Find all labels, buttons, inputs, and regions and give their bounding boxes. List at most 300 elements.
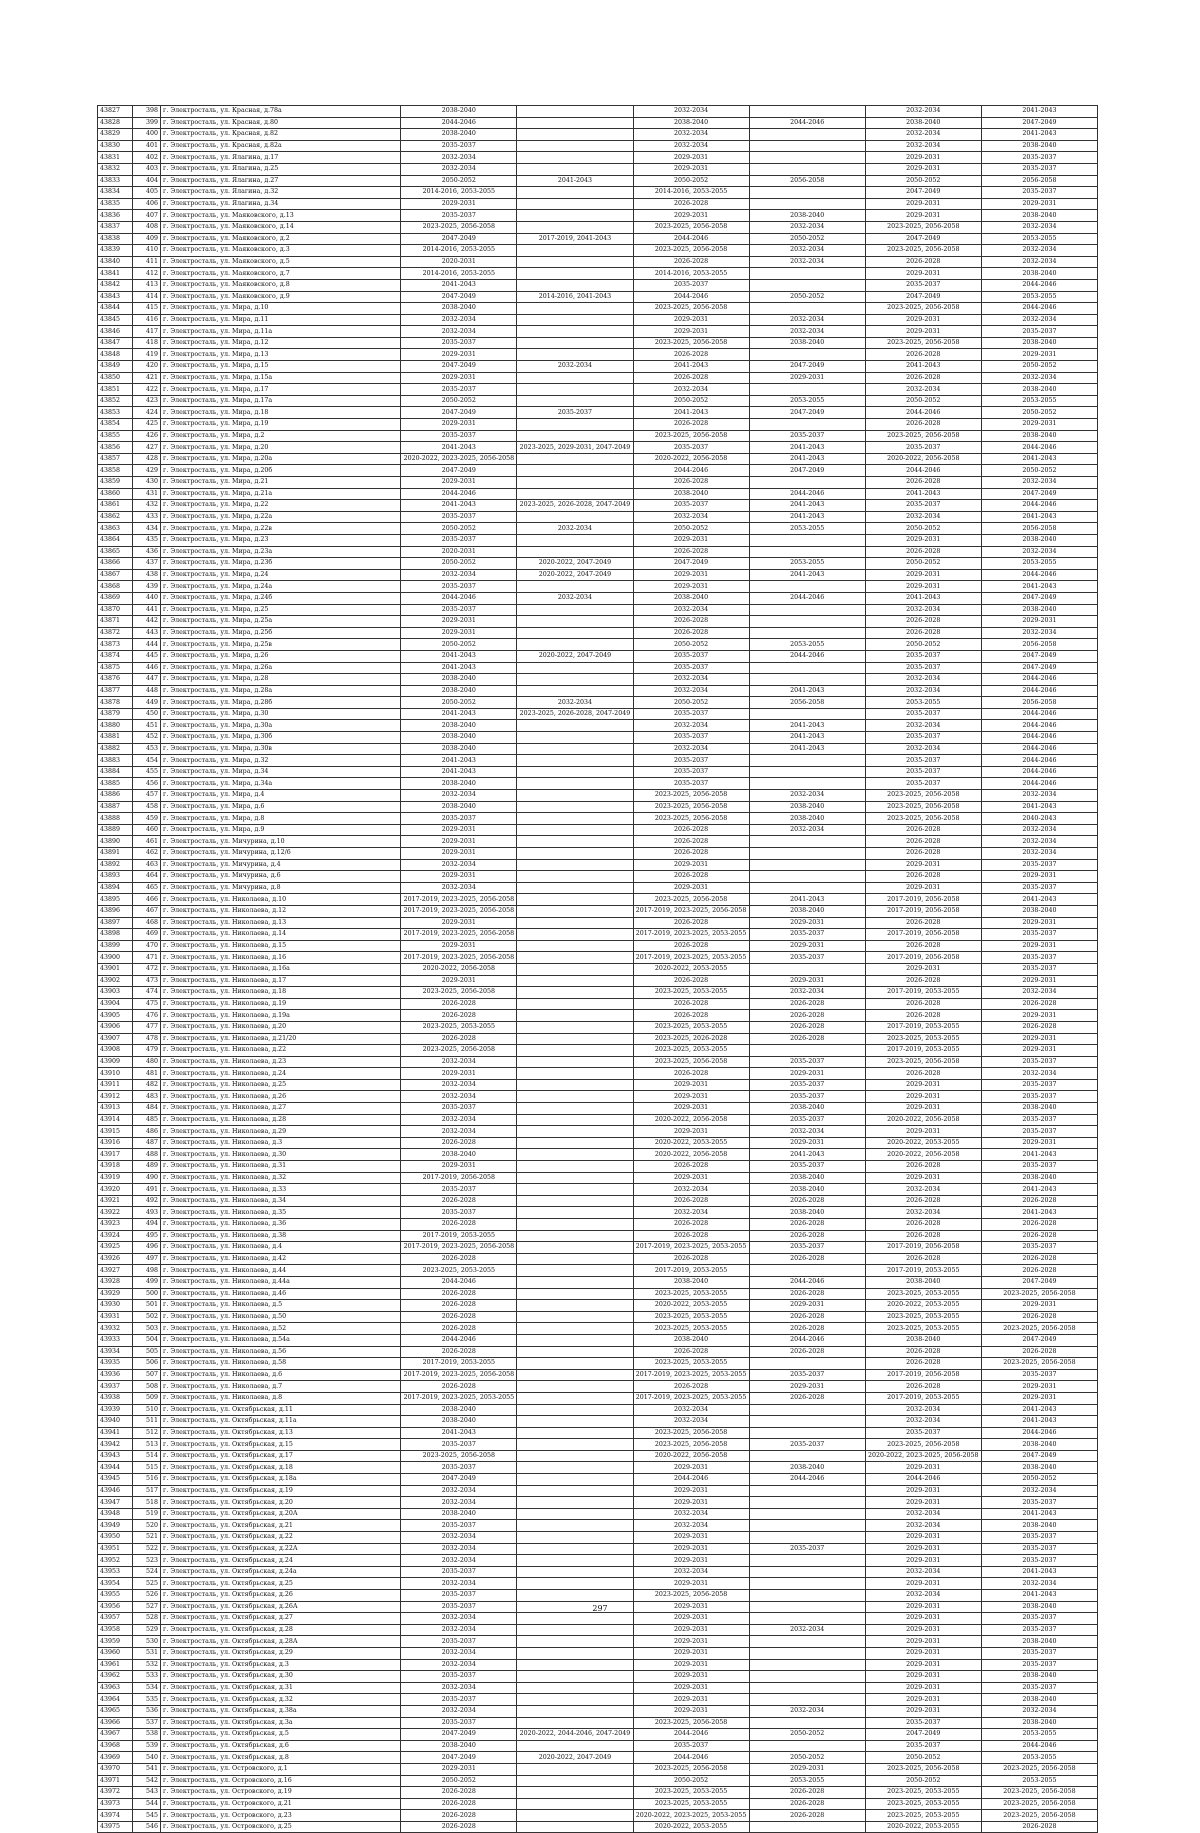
address-cell: г. Электросталь, ул. Маяковского, д.3 [161, 245, 401, 257]
row-id-cell: 43840 [98, 256, 133, 268]
term-4-cell: 2035-2037 [749, 929, 865, 941]
term-5-cell: 2026-2028 [865, 1219, 981, 1231]
term-5-cell: 2026-2028 [865, 1346, 981, 1358]
term-4-cell: 2041-2043 [749, 743, 865, 755]
term-6-cell: 2026-2028 [981, 1219, 1097, 1231]
row-number-cell: 467 [133, 905, 161, 917]
row-number-cell: 432 [133, 500, 161, 512]
address-cell: г. Электросталь, ул. Октябрьская, д.28 [161, 1624, 401, 1636]
row-id-cell: 43879 [98, 708, 133, 720]
address-cell: г. Электросталь, ул. Николаева, д.34 [161, 1195, 401, 1207]
term-2-cell [517, 1717, 633, 1729]
table-row [98, 1334, 1098, 1346]
term-5-cell: 2017-2019, 2053-2055 [865, 1392, 981, 1404]
table-row [98, 1126, 1098, 1138]
term-4-cell: 2032-2034 [749, 790, 865, 802]
term-1-cell: 2041-2043 [401, 1427, 517, 1439]
address-cell: г. Электросталь, ул. Мира, д.30в [161, 743, 401, 755]
term-6-cell: 2044-2046 [981, 1740, 1097, 1752]
row-number-cell: 545 [133, 1810, 161, 1822]
term-2-cell [517, 477, 633, 489]
address-cell: г. Электросталь, ул. Мичурина, д.8 [161, 882, 401, 894]
row-id-cell: 43885 [98, 778, 133, 790]
term-6-cell: 2041-2043 [981, 1566, 1097, 1578]
term-2-cell [517, 662, 633, 674]
term-5-cell: 2026-2028 [865, 998, 981, 1010]
term-5-cell: 2023-2025, 2056-2058 [865, 221, 981, 233]
term-4-cell [749, 163, 865, 175]
term-1-cell: 2032-2034 [401, 569, 517, 581]
address-cell: г. Электросталь, ул. Октябрьская, д.22 [161, 1532, 401, 1544]
term-2-cell [517, 720, 633, 732]
row-id-cell: 43933 [98, 1334, 133, 1346]
term-1-cell: 2029-2031 [401, 975, 517, 987]
term-2-cell [517, 1427, 633, 1439]
term-1-cell: 2035-2037 [401, 534, 517, 546]
table-row [98, 163, 1098, 175]
term-4-cell [749, 140, 865, 152]
row-number-cell: 485 [133, 1114, 161, 1126]
term-1-cell: 2026-2028 [401, 1137, 517, 1149]
table-row [98, 1079, 1098, 1091]
term-5-cell: 2023-2025, 2053-2055 [865, 1033, 981, 1045]
term-2-cell [517, 1404, 633, 1416]
term-6-cell: 2026-2028 [981, 1346, 1097, 1358]
term-2-cell [517, 1474, 633, 1486]
term-1-cell: 2032-2034 [401, 1613, 517, 1625]
term-5-cell: 2044-2046 [865, 465, 981, 477]
term-4-cell [749, 384, 865, 396]
term-2-cell [517, 546, 633, 558]
row-id-cell: 43917 [98, 1149, 133, 1161]
term-3-cell: 2032-2034 [633, 384, 749, 396]
address-cell: г. Электросталь, ул. Николаева, д.14 [161, 929, 401, 941]
term-2-cell [517, 766, 633, 778]
term-1-cell: 2026-2028 [401, 1010, 517, 1022]
table-row [98, 1682, 1098, 1694]
term-2-cell [517, 1439, 633, 1451]
term-2-cell [517, 1288, 633, 1300]
term-1-cell: 2035-2037 [401, 511, 517, 523]
term-2-cell [517, 894, 633, 906]
row-number-cell: 506 [133, 1358, 161, 1370]
term-2-cell: 2035-2037 [517, 407, 633, 419]
term-2-cell [517, 534, 633, 546]
term-3-cell: 2023-2025, 2026-2028 [633, 1033, 749, 1045]
term-4-cell: 2041-2043 [749, 1149, 865, 1161]
term-2-cell [517, 639, 633, 651]
address-cell: г. Электросталь, ул. Николаева, д.38 [161, 1230, 401, 1242]
term-3-cell: 2032-2034 [633, 140, 749, 152]
term-5-cell: 2035-2037 [865, 500, 981, 512]
term-5-cell: 2029-2031 [865, 1103, 981, 1115]
row-id-cell: 43960 [98, 1647, 133, 1659]
term-3-cell: 2023-2025, 2056-2058 [633, 337, 749, 349]
term-2-cell [517, 1485, 633, 1497]
term-6-cell: 2053-2055 [981, 395, 1097, 407]
term-4-cell: 2038-2040 [749, 1207, 865, 1219]
row-id-cell: 43851 [98, 384, 133, 396]
term-3-cell: 2035-2037 [633, 732, 749, 744]
term-2-cell [517, 256, 633, 268]
row-id-cell: 43965 [98, 1705, 133, 1717]
term-5-cell: 2029-2031 [865, 963, 981, 975]
row-number-cell: 546 [133, 1821, 161, 1833]
address-cell: г. Электросталь, ул. Мира, д.34а [161, 778, 401, 790]
term-5-cell: 2032-2034 [865, 1520, 981, 1532]
address-cell: г. Электросталь, ул. Ялагина, д.27 [161, 175, 401, 187]
address-cell: г. Электросталь, ул. Мира, д.20б [161, 465, 401, 477]
row-number-cell: 411 [133, 256, 161, 268]
term-2-cell [517, 1416, 633, 1428]
term-3-cell: 2023-2025, 2053-2055 [633, 1358, 749, 1370]
row-number-cell: 417 [133, 326, 161, 338]
address-cell: г. Электросталь, ул. Мира, д.17а [161, 395, 401, 407]
term-6-cell: 2038-2040 [981, 210, 1097, 222]
term-4-cell [749, 766, 865, 778]
term-5-cell: 2029-2031 [865, 534, 981, 546]
row-number-cell: 451 [133, 720, 161, 732]
term-4-cell [749, 882, 865, 894]
row-id-cell: 43828 [98, 117, 133, 129]
term-2-cell [517, 1334, 633, 1346]
term-1-cell: 2032-2034 [401, 1091, 517, 1103]
row-number-cell: 427 [133, 442, 161, 454]
address-cell: г. Электросталь, ул. Октябрьская, д.19 [161, 1485, 401, 1497]
term-3-cell: 2023-2025, 2053-2055 [633, 1311, 749, 1323]
row-id-cell: 43919 [98, 1172, 133, 1184]
term-3-cell: 2032-2034 [633, 1184, 749, 1196]
table-row [98, 848, 1098, 860]
term-3-cell: 2014-2016, 2053-2055 [633, 187, 749, 199]
term-5-cell: 2032-2034 [865, 1590, 981, 1602]
row-number-cell: 481 [133, 1068, 161, 1080]
term-6-cell: 2053-2055 [981, 558, 1097, 570]
table-row [98, 905, 1098, 917]
row-number-cell: 400 [133, 129, 161, 141]
term-6-cell: 2032-2034 [981, 1705, 1097, 1717]
row-number-cell: 442 [133, 616, 161, 628]
term-1-cell: 2029-2031 [401, 349, 517, 361]
term-4-cell: 2041-2043 [749, 500, 865, 512]
term-6-cell: 2032-2034 [981, 245, 1097, 257]
term-1-cell: 2017-2019, 2053-2055 [401, 1230, 517, 1242]
term-2-cell [517, 337, 633, 349]
term-2-cell [517, 117, 633, 129]
row-id-cell: 43943 [98, 1450, 133, 1462]
row-id-cell: 43929 [98, 1288, 133, 1300]
term-5-cell: 2026-2028 [865, 975, 981, 987]
term-4-cell: 2026-2028 [749, 1021, 865, 1033]
term-3-cell: 2044-2046 [633, 291, 749, 303]
table-row [98, 662, 1098, 674]
row-number-cell: 429 [133, 465, 161, 477]
address-cell: г. Электросталь, ул. Мира, д.20 [161, 442, 401, 454]
row-number-cell: 512 [133, 1427, 161, 1439]
row-id-cell: 43946 [98, 1485, 133, 1497]
row-number-cell: 508 [133, 1381, 161, 1393]
term-3-cell: 2023-2025, 2056-2058 [633, 894, 749, 906]
term-5-cell: 2032-2034 [865, 511, 981, 523]
address-cell: г. Электросталь, ул. Мира, д.22а [161, 511, 401, 523]
term-6-cell: 2032-2034 [981, 627, 1097, 639]
term-3-cell: 2026-2028 [633, 1068, 749, 1080]
row-number-cell: 509 [133, 1392, 161, 1404]
term-4-cell [749, 1671, 865, 1683]
term-4-cell [749, 1682, 865, 1694]
row-id-cell: 43874 [98, 650, 133, 662]
address-cell: г. Электросталь, ул. Николаева, д.52 [161, 1323, 401, 1335]
term-4-cell: 2026-2028 [749, 1323, 865, 1335]
row-number-cell: 501 [133, 1300, 161, 1312]
address-cell: г. Электросталь, ул. Октябрьская, д.20А [161, 1508, 401, 1520]
table-row [98, 1578, 1098, 1590]
term-4-cell: 2038-2040 [749, 1184, 865, 1196]
term-3-cell: 2029-2031 [633, 1682, 749, 1694]
row-id-cell: 43962 [98, 1671, 133, 1683]
term-1-cell: 2044-2046 [401, 1276, 517, 1288]
term-6-cell: 2044-2046 [981, 569, 1097, 581]
term-4-cell [749, 1821, 865, 1833]
term-4-cell: 2026-2028 [749, 1288, 865, 1300]
term-2-cell [517, 1068, 633, 1080]
term-2-cell [517, 1137, 633, 1149]
term-2-cell [517, 1149, 633, 1161]
table-row [98, 187, 1098, 199]
term-4-cell: 2053-2055 [749, 639, 865, 651]
term-4-cell [749, 1578, 865, 1590]
table-row [98, 140, 1098, 152]
term-6-cell: 2032-2034 [981, 256, 1097, 268]
row-id-cell: 43857 [98, 453, 133, 465]
term-1-cell: 2026-2028 [401, 1323, 517, 1335]
term-1-cell: 2038-2040 [401, 1740, 517, 1752]
term-1-cell: 2047-2049 [401, 1729, 517, 1741]
row-id-cell: 43880 [98, 720, 133, 732]
term-5-cell: 2050-2052 [865, 1752, 981, 1764]
term-2-cell [517, 1647, 633, 1659]
row-id-cell: 43854 [98, 419, 133, 431]
term-6-cell: 2050-2052 [981, 407, 1097, 419]
table-row [98, 1172, 1098, 1184]
term-6-cell: 2032-2034 [981, 1068, 1097, 1080]
term-4-cell [749, 546, 865, 558]
table-row [98, 1474, 1098, 1486]
row-id-cell: 43954 [98, 1578, 133, 1590]
table-row [98, 419, 1098, 431]
term-1-cell: 2014-2016, 2053-2055 [401, 245, 517, 257]
row-id-cell: 43930 [98, 1300, 133, 1312]
term-3-cell: 2023-2025, 2056-2058 [633, 303, 749, 315]
term-6-cell: 2026-2028 [981, 1230, 1097, 1242]
table-row [98, 221, 1098, 233]
term-3-cell: 2026-2028 [633, 1381, 749, 1393]
term-6-cell: 2035-2037 [981, 1624, 1097, 1636]
term-6-cell: 2038-2040 [981, 1601, 1097, 1613]
table-row [98, 1242, 1098, 1254]
term-2-cell [517, 1381, 633, 1393]
term-6-cell: 2035-2037 [981, 1056, 1097, 1068]
term-1-cell: 2035-2037 [401, 384, 517, 396]
table-row [98, 1311, 1098, 1323]
row-number-cell: 431 [133, 488, 161, 500]
term-1-cell: 2038-2040 [401, 685, 517, 697]
term-2-cell [517, 987, 633, 999]
term-1-cell: 2035-2037 [401, 1590, 517, 1602]
table-row [98, 372, 1098, 384]
term-4-cell [749, 198, 865, 210]
term-5-cell: 2026-2028 [865, 372, 981, 384]
address-cell: г. Электросталь, ул. Николаева, д.30 [161, 1149, 401, 1161]
term-6-cell: 2050-2052 [981, 465, 1097, 477]
term-6-cell: 2047-2049 [981, 650, 1097, 662]
row-id-cell: 43914 [98, 1114, 133, 1126]
term-6-cell: 2032-2034 [981, 836, 1097, 848]
term-3-cell: 2032-2034 [633, 685, 749, 697]
term-2-cell: 2032-2034 [517, 523, 633, 535]
term-4-cell: 2056-2058 [749, 175, 865, 187]
address-cell: г. Электросталь, ул. Мира, д.22 [161, 500, 401, 512]
term-1-cell: 2032-2034 [401, 1497, 517, 1509]
term-2-cell [517, 1682, 633, 1694]
term-5-cell: 2035-2037 [865, 732, 981, 744]
term-6-cell: 2044-2046 [981, 778, 1097, 790]
term-4-cell [749, 1427, 865, 1439]
term-5-cell: 2026-2028 [865, 477, 981, 489]
term-1-cell: 2047-2049 [401, 361, 517, 373]
term-2-cell [517, 1103, 633, 1115]
term-5-cell: 2050-2052 [865, 395, 981, 407]
term-1-cell: 2023-2025, 2056-2058 [401, 1045, 517, 1057]
term-2-cell [517, 140, 633, 152]
term-5-cell: 2038-2040 [865, 1334, 981, 1346]
term-1-cell: 2026-2028 [401, 1253, 517, 1265]
row-number-cell: 524 [133, 1566, 161, 1578]
term-3-cell: 2023-2025, 2053-2055 [633, 1045, 749, 1057]
row-id-cell: 43921 [98, 1195, 133, 1207]
term-6-cell: 2038-2040 [981, 337, 1097, 349]
term-3-cell: 2023-2025, 2056-2058 [633, 813, 749, 825]
address-cell: г. Электросталь, ул. Октябрьская, д.3 [161, 1659, 401, 1671]
row-number-cell: 542 [133, 1775, 161, 1787]
term-6-cell: 2038-2040 [981, 268, 1097, 280]
term-2-cell [517, 801, 633, 813]
term-2-cell [517, 1219, 633, 1231]
table-row [98, 1149, 1098, 1161]
row-id-cell: 43836 [98, 210, 133, 222]
term-5-cell: 2029-2031 [865, 163, 981, 175]
row-number-cell: 514 [133, 1450, 161, 1462]
row-number-cell: 523 [133, 1555, 161, 1567]
table-row [98, 477, 1098, 489]
term-6-cell: 2038-2040 [981, 384, 1097, 396]
term-1-cell: 2038-2040 [401, 1508, 517, 1520]
term-5-cell: 2029-2031 [865, 1705, 981, 1717]
term-4-cell: 2035-2037 [749, 1242, 865, 1254]
term-4-cell: 2032-2034 [749, 1624, 865, 1636]
row-number-cell: 470 [133, 940, 161, 952]
address-cell: г. Электросталь, ул. Николаева, д.22 [161, 1045, 401, 1057]
row-id-cell: 43959 [98, 1636, 133, 1648]
term-3-cell: 2032-2034 [633, 1207, 749, 1219]
term-2-cell [517, 1369, 633, 1381]
term-2-cell [517, 1763, 633, 1775]
term-1-cell: 2032-2034 [401, 152, 517, 164]
term-2-cell [517, 1056, 633, 1068]
term-3-cell: 2026-2028 [633, 917, 749, 929]
term-6-cell: 2035-2037 [981, 326, 1097, 338]
term-3-cell: 2035-2037 [633, 778, 749, 790]
term-5-cell: 2026-2028 [865, 349, 981, 361]
row-number-cell: 539 [133, 1740, 161, 1752]
row-number-cell: 529 [133, 1624, 161, 1636]
row-id-cell: 43866 [98, 558, 133, 570]
term-1-cell: 2035-2037 [401, 430, 517, 442]
term-4-cell: 2038-2040 [749, 337, 865, 349]
term-3-cell: 2029-2031 [633, 1091, 749, 1103]
term-6-cell: 2035-2037 [981, 1532, 1097, 1544]
term-1-cell: 2029-2031 [401, 1763, 517, 1775]
term-6-cell: 2038-2040 [981, 140, 1097, 152]
table-row [98, 836, 1098, 848]
table-row [98, 1497, 1098, 1509]
table-row [98, 674, 1098, 686]
table-row [98, 1810, 1098, 1822]
term-6-cell: 2047-2049 [981, 1450, 1097, 1462]
row-number-cell: 519 [133, 1508, 161, 1520]
term-4-cell: 2041-2043 [749, 685, 865, 697]
term-2-cell [517, 163, 633, 175]
term-1-cell: 2032-2034 [401, 1578, 517, 1590]
row-id-cell: 43847 [98, 337, 133, 349]
table-row [98, 1613, 1098, 1625]
term-2-cell [517, 1613, 633, 1625]
row-number-cell: 490 [133, 1172, 161, 1184]
term-4-cell [749, 1358, 865, 1370]
term-5-cell: 2026-2028 [865, 1068, 981, 1080]
term-2-cell [517, 1566, 633, 1578]
row-id-cell: 43892 [98, 859, 133, 871]
row-id-cell: 43863 [98, 523, 133, 535]
term-2-cell [517, 1126, 633, 1138]
term-4-cell: 2035-2037 [749, 1114, 865, 1126]
term-5-cell: 2035-2037 [865, 708, 981, 720]
row-id-cell: 43938 [98, 1392, 133, 1404]
term-3-cell: 2032-2034 [633, 1416, 749, 1428]
term-5-cell: 2035-2037 [865, 279, 981, 291]
term-1-cell: 2017-2019, 2023-2025, 2056-2058 [401, 1242, 517, 1254]
term-3-cell: 2029-2031 [633, 1126, 749, 1138]
term-4-cell [749, 1532, 865, 1544]
term-6-cell: 2038-2040 [981, 534, 1097, 546]
term-3-cell: 2026-2028 [633, 848, 749, 860]
term-3-cell: 2029-2031 [633, 1497, 749, 1509]
row-number-cell: 450 [133, 708, 161, 720]
row-number-cell: 510 [133, 1404, 161, 1416]
term-5-cell: 2041-2043 [865, 592, 981, 604]
term-1-cell: 2032-2034 [401, 163, 517, 175]
term-2-cell [517, 1543, 633, 1555]
row-number-cell: 413 [133, 279, 161, 291]
term-6-cell: 2029-2031 [981, 940, 1097, 952]
term-2-cell [517, 1787, 633, 1799]
row-id-cell: 43912 [98, 1091, 133, 1103]
term-4-cell [749, 477, 865, 489]
row-id-cell: 43865 [98, 546, 133, 558]
term-3-cell: 2017-2019, 2023-2025, 2053-2055 [633, 1392, 749, 1404]
address-cell: г. Электросталь, ул. Мира, д.19 [161, 419, 401, 431]
table-row [98, 303, 1098, 315]
